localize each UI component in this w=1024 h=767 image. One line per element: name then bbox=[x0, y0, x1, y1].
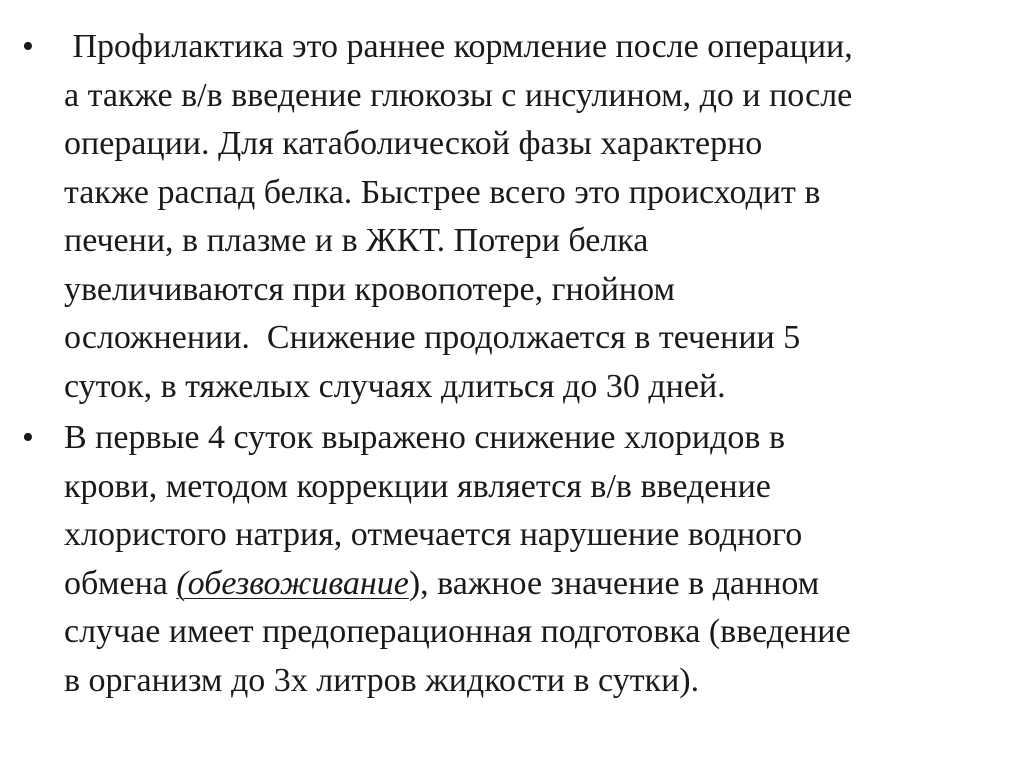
text-segment: ), важное значение в данном bbox=[408, 564, 820, 602]
bullet-item-chlorides bbox=[22, 414, 1012, 705]
text-segment: обмена bbox=[64, 564, 177, 602]
text-line: В первые 4 суток выражено снижение хлоридов в bbox=[64, 419, 786, 456]
text-line: операции. Для катаболической фазы характерно bbox=[64, 125, 763, 162]
text-line: увеличиваются при кровопотере, гнойном bbox=[64, 270, 675, 308]
text-line: также распад белка. Быстрее всего это происходит в bbox=[64, 173, 821, 211]
text-line: осложнении. Снижение продолжается в течении 5 bbox=[64, 319, 801, 356]
dehydration-link[interactable]: (обезвоживание bbox=[176, 564, 409, 602]
text-line: печени, в плазме и в ЖКТ. Потери белка bbox=[64, 222, 649, 259]
text-line: в организм до 3х литров жидкости в сутки). bbox=[64, 661, 700, 699]
bullet-list bbox=[22, 23, 1012, 708]
bullet-icon: • bbox=[22, 419, 34, 456]
bullet-icon: • bbox=[22, 28, 34, 65]
text-line: суток, в тяжелых случаях длиться до 30 дней. bbox=[64, 367, 726, 405]
text-line-with-link bbox=[64, 560, 1012, 609]
text-line: хлористого натрия, отмечается нарушение водного bbox=[64, 516, 803, 553]
text-line: крови, методом коррекции является в/в введение bbox=[64, 467, 771, 505]
text-line: случае имеет предоперационная подготовка (введение bbox=[64, 613, 851, 650]
text-line: Профилактика это раннее кормление после операции, bbox=[64, 28, 853, 65]
text-line: а также в/в введение глюкозы с инсулином, до и после bbox=[64, 76, 853, 114]
bullet-item-prophylaxis bbox=[22, 23, 1012, 411]
